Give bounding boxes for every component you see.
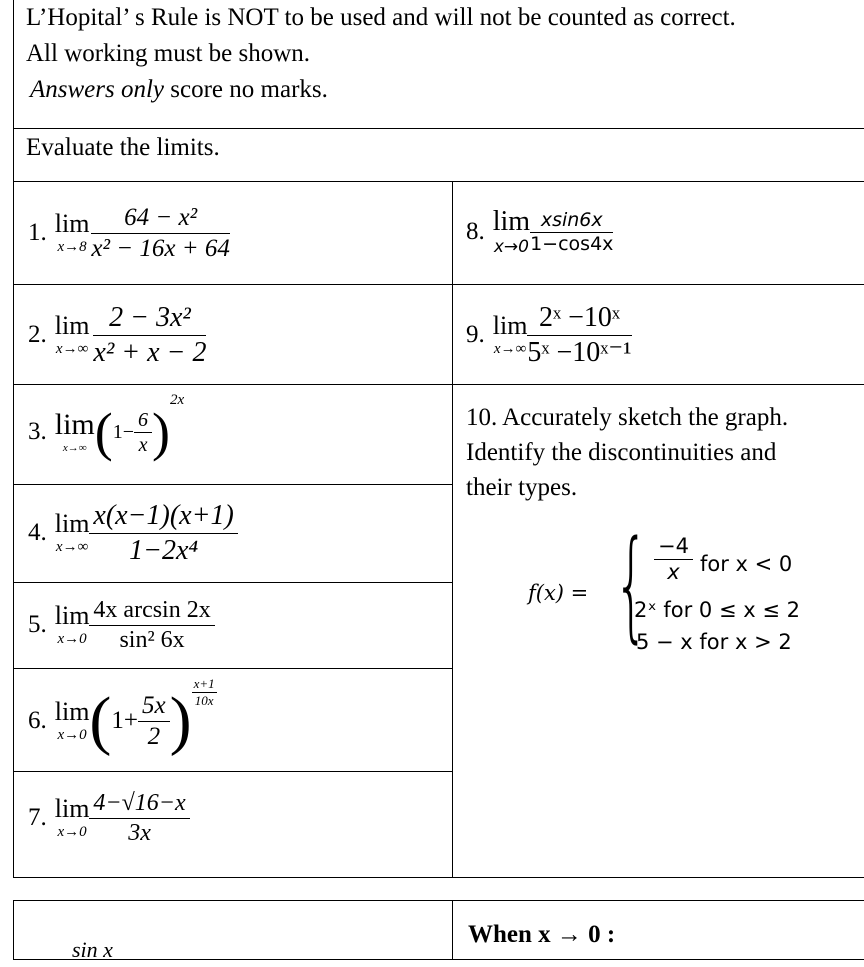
problem-number: 6. — [28, 707, 47, 734]
bottom-left-partial: sin x — [72, 937, 113, 962]
limit-subscript: x→∞ — [62, 442, 87, 454]
problem-4 — [28, 490, 238, 576]
one-plus: 1+ — [111, 707, 139, 734]
row-divider — [13, 771, 453, 772]
denominator: x² + x − 2 — [93, 336, 207, 368]
problem-10-line-2: Identify the discontinuities and — [466, 439, 777, 466]
inner-denominator: 2 — [147, 722, 161, 750]
case-1-denominator: x — [667, 560, 680, 585]
problem-5 — [28, 588, 215, 662]
problem-number: 5. — [28, 611, 47, 638]
problem-number: 7. — [28, 804, 47, 831]
exponent-denominator: 10x — [194, 692, 214, 708]
case-1-numerator: −4 — [654, 534, 693, 560]
limit-subscript: x→0 — [493, 237, 529, 257]
case-1-fraction — [654, 534, 693, 585]
row-divider — [13, 384, 864, 385]
exponent-numerator: x+1 — [193, 676, 215, 691]
denominator: sin² 6x — [119, 626, 185, 653]
problem-8 — [466, 192, 613, 272]
limit-subscript: x→∞ — [55, 341, 89, 357]
lim-text: lim — [54, 408, 95, 441]
lim-text: lim — [54, 794, 90, 823]
numerator: 2ˣ −10ˣ — [527, 301, 631, 336]
exponent: 2x — [170, 392, 185, 408]
inner-denominator: x — [138, 433, 148, 456]
problem-7 — [28, 778, 190, 858]
lim-text: lim — [54, 509, 90, 538]
denominator: x² − 16x + 64 — [91, 234, 230, 262]
one-minus: 1− — [112, 420, 135, 443]
answers-only-text: Answers only — [30, 76, 165, 103]
lim-text: lim — [492, 206, 531, 237]
problem-10-line-1: 10. Accurately sketch the graph. — [466, 404, 789, 431]
score-no-marks-text: score no marks. — [164, 76, 328, 103]
row-divider — [13, 484, 453, 485]
problem-number: 2. — [28, 321, 47, 348]
instruction-line-3 — [30, 72, 328, 107]
problem-10-line-3: their types. — [466, 474, 578, 501]
problem-3: 3. lim x→∞ ( 1− $\frac{6}{x}$ ) 2x — [28, 392, 185, 462]
problem-1 — [28, 190, 230, 276]
numerator: xsin6x — [530, 209, 613, 233]
case-2: 2ˣ for 0 ≤ x ≤ 2 — [634, 598, 800, 622]
function-label: f(x) = — [528, 581, 589, 605]
problem-2 — [28, 292, 206, 378]
problem-number: 1. — [28, 219, 47, 246]
instruction-line-2: All working must be shown. — [26, 40, 311, 67]
problem-6: 6. lim x→0 ( 1+ $\frac{5x}{2}$ ) $\frac{x+1}{10x}$ — [28, 676, 215, 757]
problem-number: 3. — [28, 418, 47, 445]
denominator: 1−2x⁴ — [129, 534, 199, 566]
case-3: 5 − x for x > 2 — [636, 630, 792, 654]
numerator: 4−√16−x — [89, 789, 189, 819]
inner-numerator: 5x — [138, 691, 170, 722]
brace: { — [614, 516, 649, 655]
lim-text: lim — [54, 697, 90, 726]
row-divider — [13, 582, 453, 583]
numerator: 2 − 3x² — [93, 301, 206, 336]
lim-text: lim — [492, 311, 528, 340]
case-1-condition: for x < 0 — [700, 552, 793, 576]
lim-text: lim — [54, 311, 90, 340]
limit-subscript: x→∞ — [493, 341, 527, 357]
column-divider — [452, 181, 453, 878]
task-heading: Evaluate the limits. — [26, 134, 220, 161]
numerator: x(x−1)(x+1) — [89, 499, 237, 534]
row-divider — [13, 181, 864, 182]
lim-text: lim — [54, 209, 90, 238]
problem-number: 8. — [466, 218, 485, 245]
piecewise-function — [528, 516, 848, 660]
inner-numerator: 6 — [134, 408, 152, 433]
limit-subscript: x→0 — [57, 631, 87, 647]
row-divider — [13, 668, 453, 669]
instruction-line-1: L’Hopital’ s Rule is NOT to be used and will not be counted as correct. — [26, 4, 736, 31]
numerator: 4x arcsin 2x — [89, 596, 214, 626]
denominator: 1−cos4x — [530, 232, 614, 255]
lim-text: lim — [54, 601, 90, 630]
numerator: 64 − x² — [91, 203, 229, 234]
limit-subscript: x→0 — [57, 727, 87, 743]
bottom-table — [13, 900, 864, 960]
bottom-right-heading: When x → 0 : — [468, 921, 616, 948]
row-divider — [13, 284, 864, 285]
denominator: 5ˣ −10ˣ⁻¹ — [527, 336, 632, 368]
limit-subscript: x→0 — [57, 824, 87, 840]
denominator: 3x — [128, 819, 151, 846]
limit-subscript: x→∞ — [55, 539, 89, 555]
problem-number: 4. — [28, 519, 47, 546]
problem-9 — [466, 292, 632, 378]
column-divider — [452, 900, 453, 960]
problem-number: 9. — [466, 321, 485, 348]
limit-subscript: x→8 — [57, 239, 87, 255]
